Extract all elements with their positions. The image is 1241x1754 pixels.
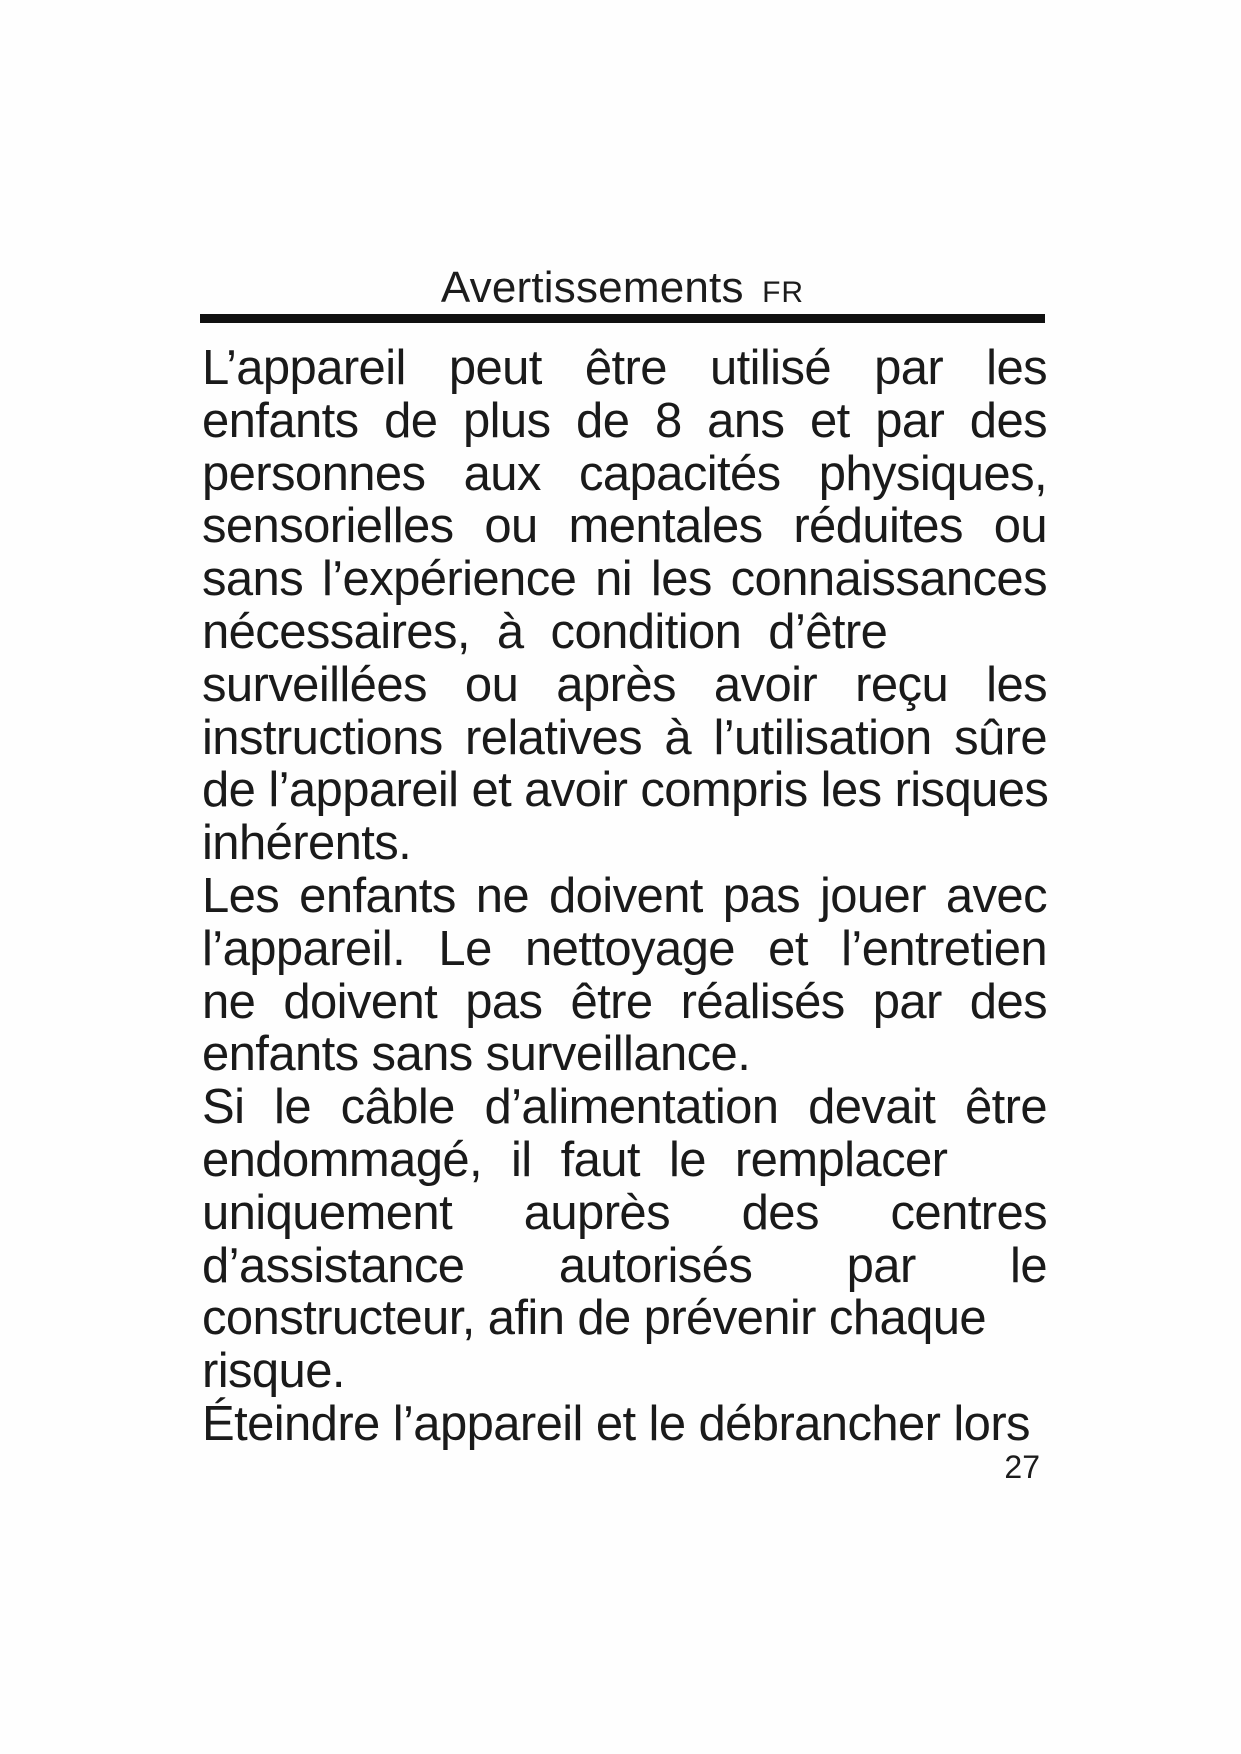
text-line: surveillées ou après avoir reçu les [202, 657, 1047, 712]
text-line: Si le câble d’alimentation devait être [202, 1080, 1047, 1135]
text-line: Éteindre l’appareil et le débrancher lors [202, 1396, 1030, 1451]
text-line: l’appareil. Le nettoyage et l’entretien [202, 921, 1047, 976]
page-number: 27 [1004, 1449, 1040, 1485]
text-line: nécessaires, à condition d’être [202, 604, 888, 659]
text-line: L’appareil peut être utilisé par les [202, 341, 1047, 395]
text-line: uniquement auprès des centres [202, 1185, 1047, 1240]
text-line: constructeur, afin de prévenir chaque [202, 1291, 987, 1346]
text-line: ne doivent pas être réalisés par des [202, 974, 1047, 1029]
warning-text [202, 342, 1047, 1451]
text-line: sensorielles ou mentales réduites ou [202, 499, 1047, 554]
text-line: de l’appareil et avoir compris les risques [202, 763, 1049, 818]
text-line: inhérents. [202, 816, 412, 871]
text-line: enfants sans surveillance. [202, 1027, 751, 1082]
header-rule [200, 314, 1045, 323]
text-line: endommagé, il faut le remplacer [202, 1132, 948, 1187]
text-line: risque. [202, 1344, 345, 1399]
text-line: personnes aux capacités physiques, [202, 446, 1047, 501]
text-line: instructions relatives à l’utilisation sûre [202, 710, 1047, 765]
page-header [200, 262, 1045, 319]
text-line: enfants de plus de 8 ans et par des [202, 393, 1047, 448]
text-line: sans l’expérience ni les connaissances [202, 552, 1047, 607]
language-code: FR [762, 276, 805, 309]
text-line: Les enfants ne doivent pas jouer avec [202, 868, 1047, 923]
section-title: Avertissements [440, 263, 744, 312]
text-line: d’assistance autorisés par le [202, 1238, 1047, 1293]
